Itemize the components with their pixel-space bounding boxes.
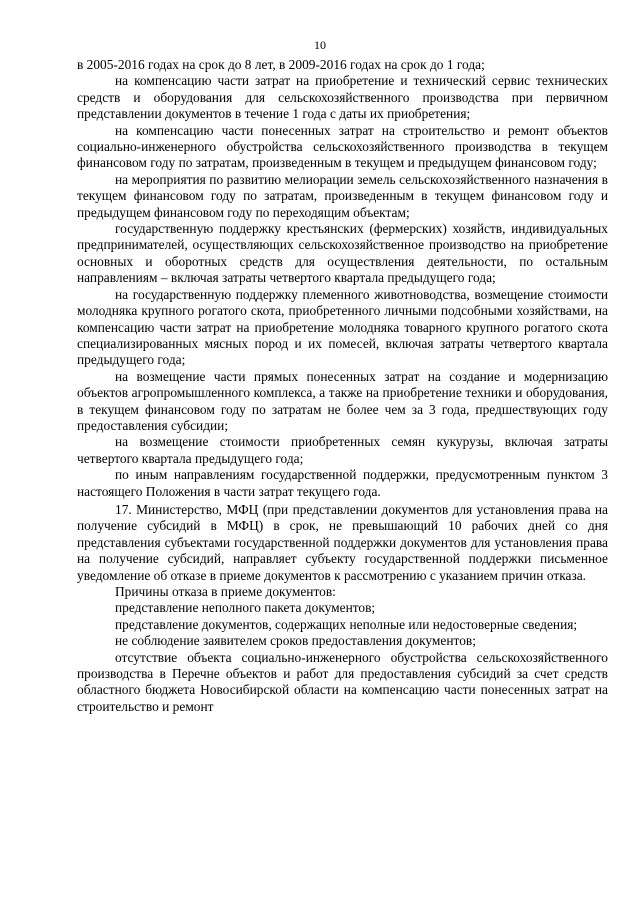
paragraph-clause-17: 17. Министерство, МФЦ (при представлении документов для установления права на получение субсидий в МФЦ) в срок, не превышающий 10 рабочих дней со дня представления субъектами государственной поддержки документов для установления права на получение субсидий, направляет субъекту государственной поддержки письменное уведомление об отказе в приеме документов к рассмотрению с указанием причин отказа. — [77, 501, 608, 583]
paragraph-livestock-support: на государственную поддержку племенного животноводства, возмещение стоимости молодняка крупного рогатого скота, приобретенного личными подсобными хозяйствами, на компенсацию части затрат на приобретение молодняка товарного крупного рогатого скота специализированных мясных пород и их помесей, включая затраты четвертого квартала предыдущего года; — [77, 286, 608, 368]
paragraph-corn-seeds: на возмещение стоимости приобретенных семян кукурузы, включая затраты четвертого квартала предыдущего года; — [77, 434, 608, 466]
paragraph-incomplete-package: представление неполного пакета документов; — [115, 600, 376, 616]
paragraph-missing-object: отсутствие объекта социально-инженерного обустройства сельскохозяйственного производства в Перечне объектов и работ для предоставления субсидий за счет средств областного бюджета Новосибирской области на компенсацию части понесенных затрат на строительство и ремонт — [77, 649, 608, 714]
paragraph-melioration: на мероприятия по развитию мелиорации земель сельскохозяйственного назначения в текущем финансовом году по затратам, произведенным в текущем финансовом году и предыдущем финансовом году по переходящим объектам; — [77, 171, 608, 220]
paragraph-refusal-reasons: Причины отказа в приеме документов: — [115, 584, 336, 599]
paragraph-other-directions: по иным направлениям государственной поддержки, предусмотренным пунктом 3 настоящего Положения в части затрат текущего года. — [77, 467, 608, 499]
paragraph-unreliable-data: представление документов, содержащих неполные или недостоверные сведения; — [115, 616, 578, 632]
paragraph-farm-support: государственную поддержку крестьянских (фермерских) хозяйств, индивидуальных предпринимателей, осуществляющих сельскохозяйственное производство на приобретение основных и оборотных средств для осуществления деятельности, по остальным направлениям – включая затраты четвертого квартала предыдущего года; — [77, 221, 608, 286]
document-body — [77, 57, 608, 715]
paragraph-construction-compensation: на компенсацию части понесенных затрат на строительство и ремонт объектов социально-инженерного обустройства сельскохозяйственного производства в текущем финансовом году по затратам, произведенным в текущем и предыдущем финансовом году; — [77, 122, 608, 171]
paragraph-continuation: в 2005-2016 годах на срок до 8 лет, в 2009-2016 годах на срок до 1 года; — [77, 57, 485, 72]
paragraph-agro-complex: на возмещение части прямых понесенных затрат на создание и модернизацию объектов агропромышленного комплекса, а также на приобретение техники и оборудования, в текущем финансовом году по затратам не более чем за 3 года, предшествующих году предоставления субсидии; — [77, 368, 608, 433]
paragraph-equipment-compensation: на компенсацию части затрат на приобретение и технический сервис технических средств и оборудования для сельскохозяйственного производства при первичном представлении документов в течение 1 года с даты их приобретения; — [77, 73, 608, 122]
paragraph-deadline-violation: не соблюдение заявителем сроков предоставления документов; — [115, 633, 476, 649]
page-number: 10 — [314, 38, 326, 52]
